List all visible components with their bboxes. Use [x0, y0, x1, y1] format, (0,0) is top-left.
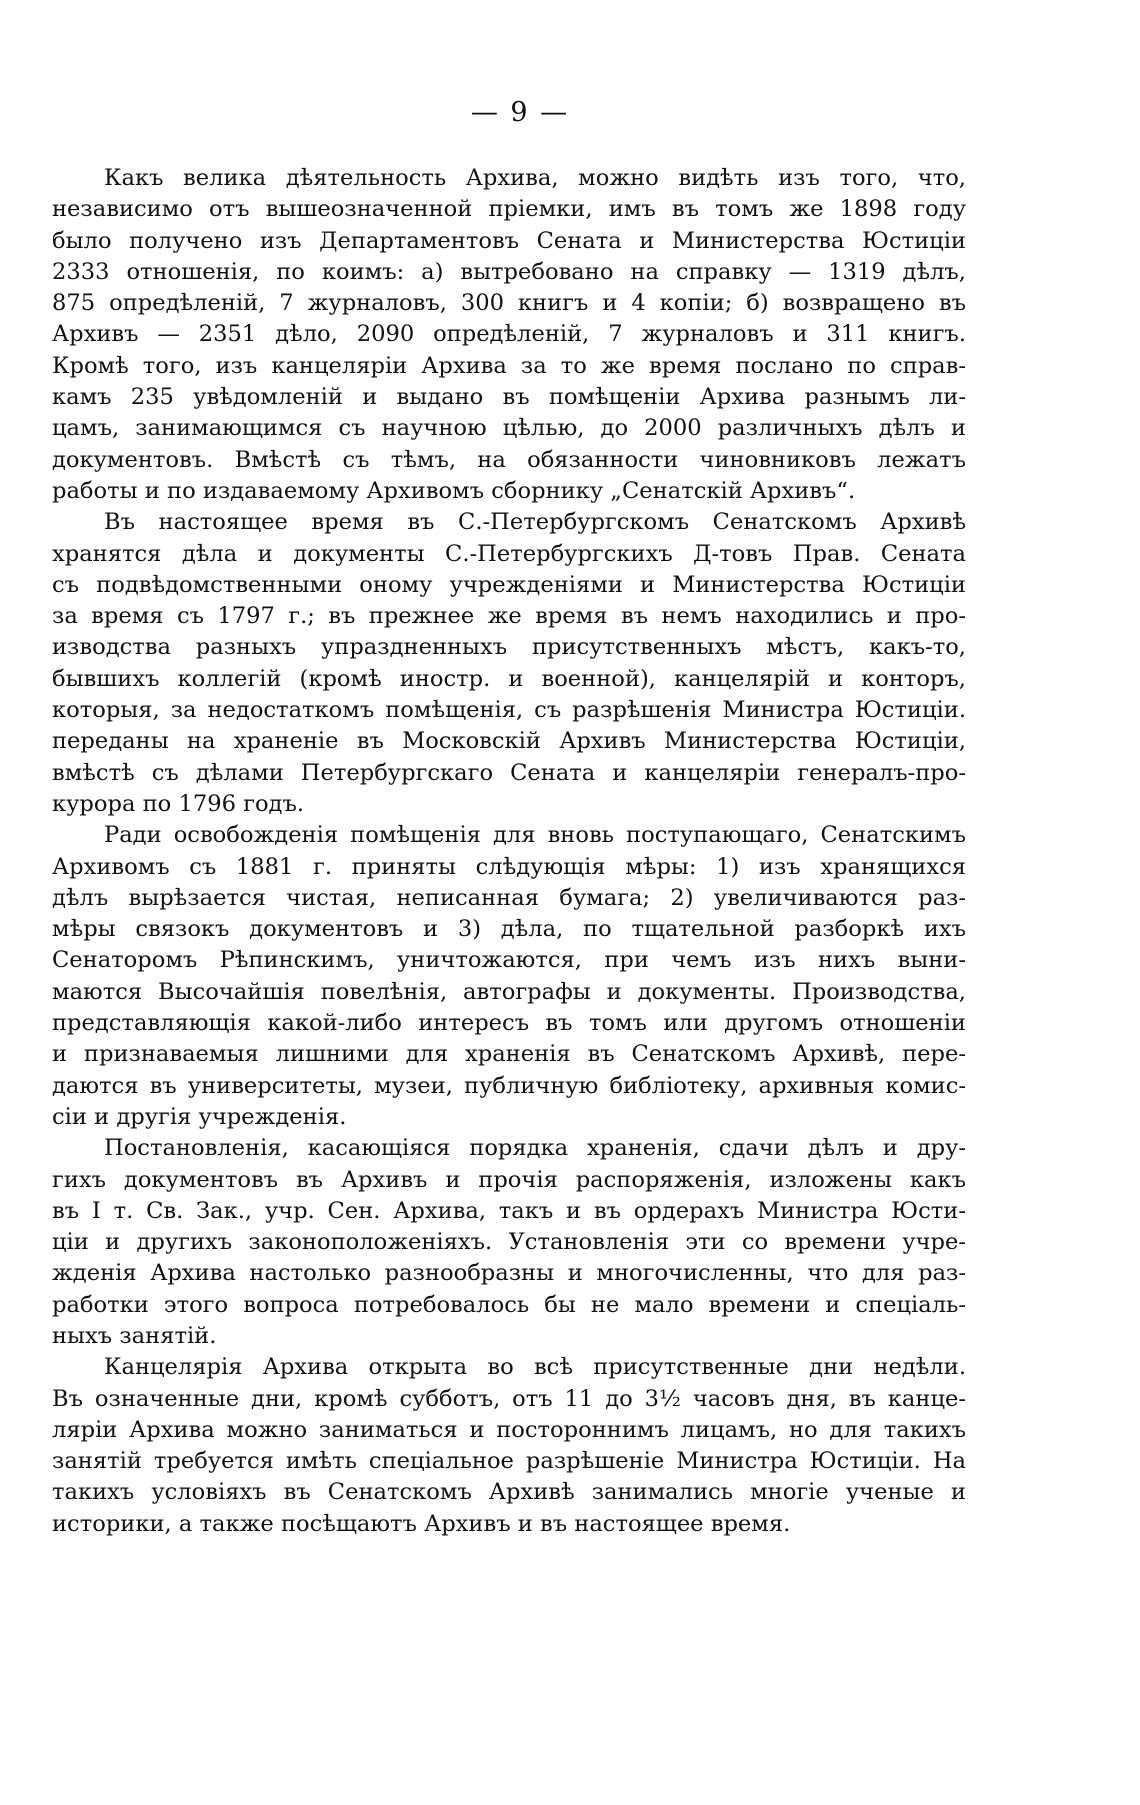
text-line: цамъ, занимающимся съ научною цѣлью, до 2000 различныхъ дѣлъ и: [52, 415, 966, 442]
text-line: 875 опредѣленій, 7 журналовъ, 300 книгъ и 4 копіи; б) возвращено въ: [52, 290, 966, 317]
text-line: сіи и другія учрежденія.: [52, 1103, 347, 1130]
text-line: жденія Архива настолько разнообразны и многочисленны, что для раз-: [52, 1260, 966, 1287]
text-line: было получено изъ Департаментовъ Сената и Министерства Юстиціи: [52, 227, 966, 254]
text-line: мѣры связокъ документовъ и 3) дѣла, по тщательной разборкѣ ихъ: [52, 916, 966, 943]
text-line: даются въ университеты, музеи, публичную библіотеку, архивныя комис-: [52, 1072, 966, 1099]
text-line: Канцелярія Архива открыта во всѣ присутственные дни недѣли.: [104, 1354, 966, 1381]
paragraph: [52, 820, 966, 1133]
text-line: работки этого вопроса потребовалось бы не мало времени и спеціаль-: [52, 1291, 966, 1318]
text-line: вмѣстѣ съ дѣлами Петербургскаго Сената и канцеляріи генералъ-про-: [52, 759, 966, 786]
text-line: ныхъ занятій.: [52, 1322, 217, 1349]
text-line: Архивъ — 2351 дѣло, 2090 опредѣленій, 7 журналовъ и 311 книгъ.: [52, 321, 966, 348]
text-line: курора по 1796 годъ.: [52, 790, 305, 817]
text-line: работы и по издаваемому Архивомъ сборнику „Сенатскій Архивъ“.: [52, 477, 856, 504]
text-line: Постановленія, касающіяся порядка храненія, сдачи дѣлъ и дру-: [104, 1135, 966, 1162]
text-line: за время съ 1797 г.; въ прежнее же время въ немъ находились и про-: [52, 603, 966, 630]
text-line: съ подвѣдомственными оному учрежденіями и Министерства Юстиціи: [52, 571, 966, 598]
text-line: историки, а также посѣщаютъ Архивъ и въ настоящее время.: [52, 1510, 791, 1537]
text-line: хранятся дѣла и документы С.-Петербургскихъ Д-товъ Прав. Сената: [52, 540, 966, 567]
text-line: Въ означенные дни, кромѣ субботъ, отъ 11 до 3½ часовъ дня, въ канце-: [52, 1385, 966, 1412]
text-line: ляріи Архива можно заниматься и постороннимъ лицамъ, но для такихъ: [52, 1416, 966, 1443]
text-line: Архивомъ съ 1881 г. приняты слѣдующія мѣры: 1) изъ хранящихся: [52, 853, 966, 880]
text-line: Въ настоящее время въ С.-Петербургскомъ Сенатскомъ Архивѣ: [104, 509, 966, 536]
text-line: занятій требуется имѣть спеціальное разрѣшеніе Министра Юстиціи. На: [52, 1448, 966, 1475]
text-line: бывшихъ коллегій (кромѣ иностр. и военной), канцелярій и конторъ,: [52, 665, 966, 692]
text-line: переданы на храненіе въ Московскій Архивъ Министерства Юстиціи,: [52, 728, 966, 755]
paragraph: [52, 1352, 966, 1540]
text-line: независимо отъ вышеозначенной пріемки, имъ въ томъ же 1898 году: [52, 196, 966, 223]
text-line: и признаваемыя лишними для храненія въ Сенатскомъ Архивѣ, пере-: [52, 1041, 966, 1068]
text-line: представляющія какой-либо интересъ въ томъ или другомъ отношеніи: [52, 1010, 966, 1037]
paragraph: [52, 507, 966, 820]
text-line: изводства разныхъ упраздненныхъ присутственныхъ мѣстъ, какъ-то,: [52, 634, 966, 661]
paragraph: [52, 1133, 966, 1352]
text-line: ціи и другихъ законоположеніяхъ. Установленія эти со времени учре-: [52, 1229, 966, 1256]
text-line: камъ 235 увѣдомленій и выдано въ помѣщеніи Архива разнымъ ли-: [52, 384, 966, 411]
text-line: Кромѣ того, изъ канцеляріи Архива за то же время послано по справ-: [52, 352, 966, 379]
body-text: [52, 163, 966, 1540]
text-line: 2333 отношенія, по коимъ: а) вытребовано на справку — 1319 дѣлъ,: [52, 258, 966, 285]
text-line: маются Высочайшія повелѣнія, автографы и документы. Производства,: [52, 978, 966, 1005]
text-line: Какъ велика дѣятельность Архива, можно видѣть изъ того, что,: [104, 165, 966, 191]
text-line: такихъ условіяхъ въ Сенатскомъ Архивѣ занимались многіе ученые и: [52, 1479, 966, 1506]
text-line: дѣлъ вырѣзается чистая, неписанная бумага; 2) увеличиваются раз-: [52, 884, 966, 911]
text-line: Сенаторомъ Рѣпинскимъ, уничтожаются, при чемъ изъ нихъ выни-: [52, 947, 966, 974]
text-line: гихъ документовъ въ Архивъ и прочія распоряженія, изложены какъ: [52, 1166, 966, 1193]
page-number: — 9 —: [470, 97, 570, 128]
text-line: Ради освобожденія помѣщенія для вновь поступающаго, Сенатскимъ: [104, 822, 966, 849]
text-line: которыя, за недостаткомъ помѣщенія, съ разрѣшенія Министра Юстиціи.: [52, 697, 966, 724]
paragraph: [52, 163, 966, 507]
text-line: документовъ. Вмѣстѣ съ тѣмъ, на обязанности чиновниковъ лежатъ: [52, 446, 966, 473]
text-line: въ I т. Св. Зак., учр. Сен. Архива, такъ и въ ордерахъ Министра Юсти-: [52, 1197, 966, 1224]
